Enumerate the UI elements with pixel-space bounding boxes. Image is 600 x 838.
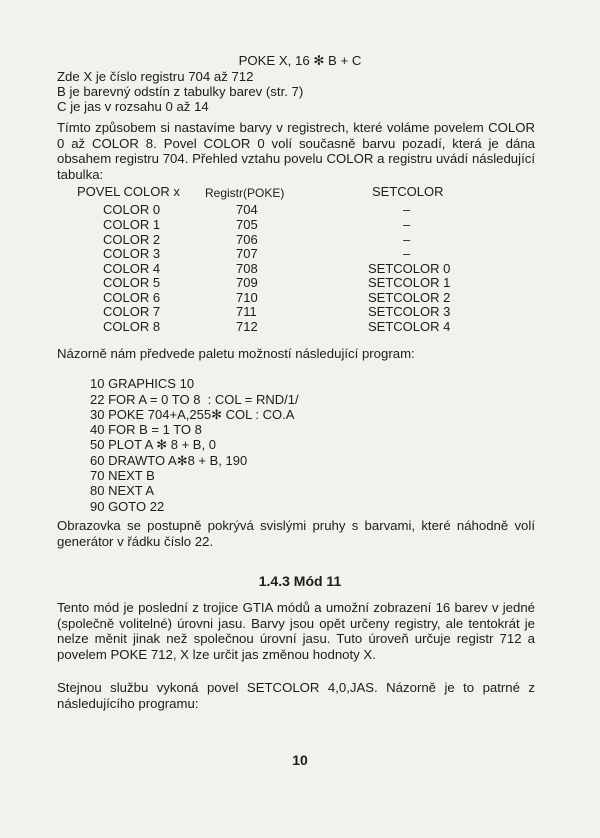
program-line: 60 DRAWTO A✻8 + B, 190	[90, 453, 248, 468]
definition-line: B je barevný odstín z tabulky barev (str. 7)	[57, 84, 304, 99]
table-cell-setcolor: SETCOLOR 3	[368, 304, 451, 319]
table-cell-color: COLOR 7	[103, 304, 161, 319]
program-line: 40 FOR B = 1 TO 8	[90, 422, 202, 437]
definition-line: C je jas v rozsahu 0 až 14	[57, 99, 209, 114]
table-cell-setcolor: SETCOLOR 4	[368, 319, 451, 334]
table-header-color: POVEL COLOR x	[77, 184, 180, 199]
program-line: 80 NEXT A	[90, 483, 155, 498]
section-paragraph: Stejnou službu vykoná povel SETCOLOR 4,0,JAS. Názorně je to patrné z následujícího programu:	[57, 680, 535, 711]
program-intro: Názorně nám předvede paletu možností následující program:	[57, 346, 415, 361]
table-cell-setcolor: SETCOLOR 1	[368, 275, 451, 290]
intro-paragraph: Tímto způsobem si nastavíme barvy v registrech, které voláme povelem COLOR 0 až COLOR 8. Povel COLOR 0 volí současně barvu pozadí, která je dána obsahem registru 704. Přehled vztahu povelu COLOR a registru uvádí následující tabulka:	[57, 120, 535, 182]
table-cell-register: 707	[236, 246, 258, 261]
program-line: 10 GRAPHICS 10	[90, 376, 195, 391]
table-cell-setcolor: SETCOLOR 0	[368, 261, 451, 276]
table-cell-color: COLOR 3	[103, 246, 161, 261]
program-outro-paragraph: Obrazovka se postupně pokrývá svislými pruhy s barvami, které náhodně volí generátor v řádku číslo 22.	[57, 518, 535, 549]
table-cell-color: COLOR 5	[103, 275, 161, 290]
table-cell-color: COLOR 8	[103, 319, 161, 334]
table-cell-register: 705	[236, 217, 258, 232]
table-cell-register: 709	[236, 275, 258, 290]
program-line: 30 POKE 704+A,255✻ COL : CO.A	[90, 407, 295, 422]
program-line: 70 NEXT B	[90, 468, 155, 483]
table-cell-color: COLOR 4	[103, 261, 161, 276]
table-cell-register: 708	[236, 261, 258, 276]
program-line: 50 PLOT A ✻ 8 + B, 0	[90, 437, 216, 452]
program-line: 90 GOTO 22	[90, 499, 165, 514]
table-cell-register: 704	[236, 202, 258, 217]
section-heading: 1.4.3 Mód 11	[258, 573, 342, 589]
table-header-register: Registr(POKE)	[205, 186, 285, 200]
table-cell-register: 711	[236, 304, 257, 319]
table-cell-color: COLOR 1	[103, 217, 161, 232]
table-cell-color: COLOR 0	[103, 202, 161, 217]
section-paragraph: Tento mód je poslední z trojice GTIA módů a umožní zobrazení 16 barev v jedné (společně volitelné) úrovni jasu. Barvy jsou opět určeny registry, ale tentokrát je nelze měnit jinak než společnou úrovní jasu. Tuto úroveň určuje registr 712 a povelem POKE 712, X lze určit jas změnou hodnoty X.	[57, 600, 535, 662]
table-cell-setcolor: –	[403, 202, 411, 217]
table-header-setcolor: SETCOLOR	[372, 184, 444, 199]
table-cell-register: 706	[236, 232, 258, 247]
table-cell-register: 710	[236, 290, 258, 305]
poke-formula: POKE X, 16 ✻ B + C	[238, 53, 362, 68]
table-cell-color: COLOR 6	[103, 290, 161, 305]
table-cell-register: 712	[236, 319, 258, 334]
page-number: 10	[292, 752, 308, 768]
table-cell-color: COLOR 2	[103, 232, 161, 247]
table-cell-setcolor: –	[403, 232, 411, 247]
table-cell-setcolor: SETCOLOR 2	[368, 290, 451, 305]
table-cell-setcolor: –	[403, 246, 411, 261]
table-cell-setcolor: –	[403, 217, 411, 232]
program-line: 22 FOR A = 0 TO 8 : COL = RND/1/	[90, 392, 299, 407]
definition-line: Zde X je číslo registru 704 až 712	[57, 69, 254, 84]
